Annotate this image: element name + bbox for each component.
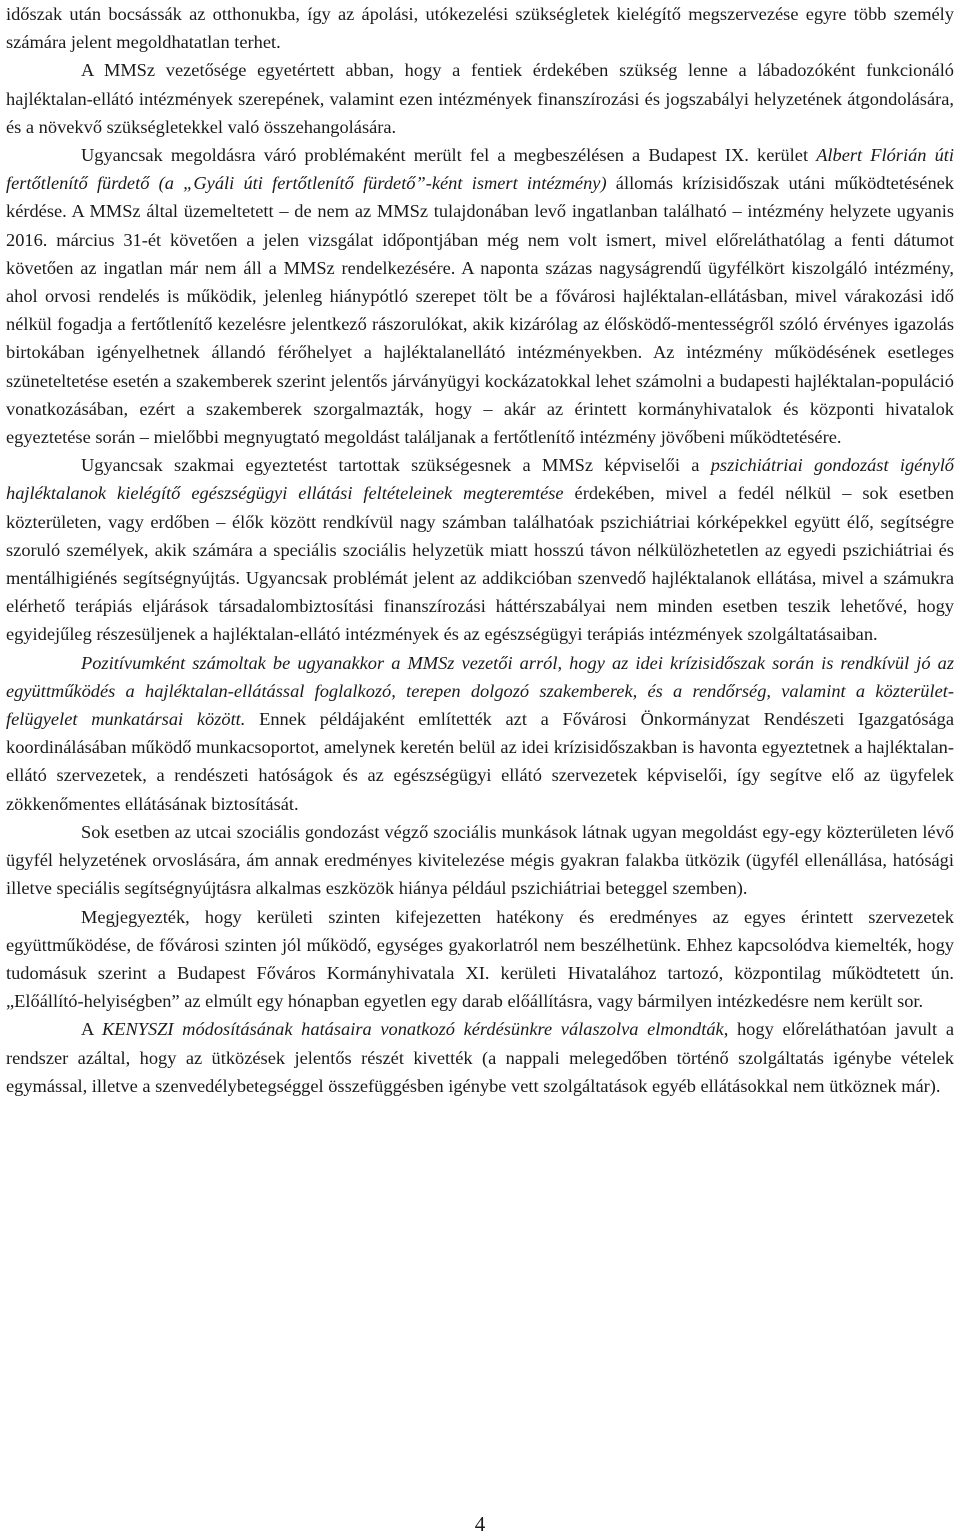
text-run: A bbox=[81, 1019, 102, 1040]
page-number: 4 bbox=[474, 1512, 486, 1536]
paragraph bbox=[6, 0, 954, 56]
italic-text-run: Albert Flórián úti fertőtlenítő fürdető (a „Gyáli úti fertőtlenítő fürdető”-ként ismert intézmény) bbox=[6, 145, 954, 194]
text-run: Ennek példájaként említették azt a Fővárosi Önkormányzat Rendészeti Igazgatósága koordinálásában működő munkacsoportot, amelynek keretén belül az idei krízisidőszakban is havonta egyeztetnek a hajléktalan-ellátó szervezetek, a rendészeti hatóságok és az egészségügyi ellátó szervezetek képviselői, így segítve elő az ügyfelek zökkenőmentes ellátásának biztosítását. bbox=[6, 709, 955, 814]
italic-text-run: Pozitívumként számoltak be ugyanakkor a MMSz vezetői arról, hogy az idei krízisidőszak során is rendkívül jó az együttműködés a hajléktalan-ellátással foglalkozó, terepen dolgozó szakemberek, és a rendőrség, valamint a közterület-felügyelet munkatársai között. bbox=[6, 652, 954, 730]
paragraph bbox=[6, 649, 954, 818]
paragraph bbox=[6, 451, 954, 648]
text-run: érdekében, mivel a fedél nélkül – sok esetben közterületen, vagy erdőben – élők között rendkívül nagy számban találhatóak pszichiátriai kórképekkel együtt élő, segítségre szoruló személyek, akik számára a speciális szociális helyzetük miatt hosszú távon nélkülözhetetlen az egyedi pszichiátriai és mentálhigiénés segítségnyújtás. Ugyancsak problémát jelent az addikcióban szenvedő hajléktalanok ellátása, mivel a számukra elérhető terápiás eljárások társadalombiztosítási finanszírozási háttérszabályai nem minden esetben teszik lehetővé, hogy egyidejűleg részesüljenek a hajléktalan-ellátó intézmények és az egészségügyi terápiás intézmények szolgáltatásaiban. bbox=[6, 483, 955, 645]
paragraph bbox=[6, 141, 954, 451]
italic-text-run: KENYSZI módosításának hatásaira vonatkozó kérdésünkre válaszolva elmondták bbox=[101, 1019, 724, 1040]
text-run: időszak után bocsássák az otthonukba, így az ápolási, utókezelési szükségletek kielégítő megszervezése egyre több személy számára jelent megoldhatatlan terhet. bbox=[6, 4, 954, 53]
text-run: Ugyancsak megoldásra váró problémaként merült fel a megbeszélésen a Budapest IX. kerület bbox=[81, 145, 817, 166]
text-run: A MMSz vezetősége egyetértett abban, hogy a fentiek érdekében szükség lenne a lábadozóként funkcionáló hajléktalan-ellátó intézmények szerepének, valamint ezen intézmények finanszírozási és jogszabályi helyzetének átgondolására, és a növekvő szükségletekkel való összehangolására. bbox=[6, 60, 954, 137]
paragraph bbox=[6, 1015, 954, 1100]
italic-text-run: pszichiátriai gondozást igénylő hajléktalanok kielégítő egészségügyi ellátási feltételeinek megteremtése bbox=[6, 455, 954, 504]
text-run: Megjegyezték, hogy kerületi szinten kifejezetten hatékony és eredményes az egyes érintett szervezetek együttműködése, de fővárosi szinten jól működő, egységes gyakorlatról nem beszélhetünk. Ehhez kapcsolódva kiemelték, hogy tudomásuk szerint a Budapest Főváros Kormányhivatala XI. kerületi Hivatalához tartozó, központilag működtetett ún. „Előállító-helyiségben” az elmúlt egy hónapban egyetlen egy darab előállításra, vagy bármilyen intézkedésre nem került sor. bbox=[6, 906, 954, 1012]
paragraph bbox=[6, 903, 954, 1016]
text-run: állomás krízisidőszak utáni működtetésének kérdése. A MMSz által üzemeltetett – de nem az MMSz tulajdonában levő ingatlanban található – intézmény helyzete ugyanis 2016. március 31-ét követően a jelen vizsgálat időpontjában még nem volt ismert, mivel előreláthatólag a fenti dátumot követően az ingatlan már nem áll a MMSz rendelkezésére. A naponta százas nagyságrendű ügyfélkört kiszolgáló intézmény, ahol orvosi rendelés is működik, jelenleg hiánypótló szerepet tölt be a fővárosi hajléktalan-ellátásban, mivel várakozási idő nélkül fogadja a fertőtlenítő kezelésre jelentkező rászorulókat, akik kizárólag az élősködő-mentességről szóló érvényes igazolás birtokában igényelhetnek állandó férőhelyet a hajléktalanellátó intézményekben. Az intézmény működésének esetleges szüneteltetése esetén a szakemberek szerint jelentős járványügyi kockázatokkal lehet számolni a budapesti hajléktalan-populáció vonatkozásában, ezért a szakemberek szorgalmazták, hogy – akár az érintett kormányhivatalok és központi hivatalok egyeztetése során – mielőbbi megnyugtató megoldást találjanak a fertőtlenítő intézmény jövőbeni működtetésére. bbox=[6, 173, 954, 448]
text-run: , hogy előreláthatóan javult a rendszer azáltal, hogy az ütközések jelentős részét kivették (a nappali melegedőben történő szolgáltatás igénybe vételek egymással, illetve a szenvedélybetegséggel összefüggésben igénybe vett szolgáltatások egyéb ellátásokkal nem ütköznek már). bbox=[6, 1019, 954, 1096]
text-run: Sok esetben az utcai szociális gondozást végző szociális munkások látnak ugyan megoldást egy-egy közterületen lévő ügyfél helyzetének orvoslására, ám annak eredményes kivitelezése mégis gyakran falakba ütközik (ügyfél ellenállása, hatósági illetve speciális segítségnyújtásra alkalmas eszközök hiánya például pszichiátriai beteggel szemben). bbox=[6, 821, 954, 899]
text-run: Ugyancsak szakmai egyeztetést tartottak szükségesnek a MMSz képviselői a bbox=[81, 455, 711, 476]
paragraph bbox=[6, 818, 954, 903]
document-body bbox=[6, 0, 954, 1100]
paragraph bbox=[6, 56, 954, 141]
